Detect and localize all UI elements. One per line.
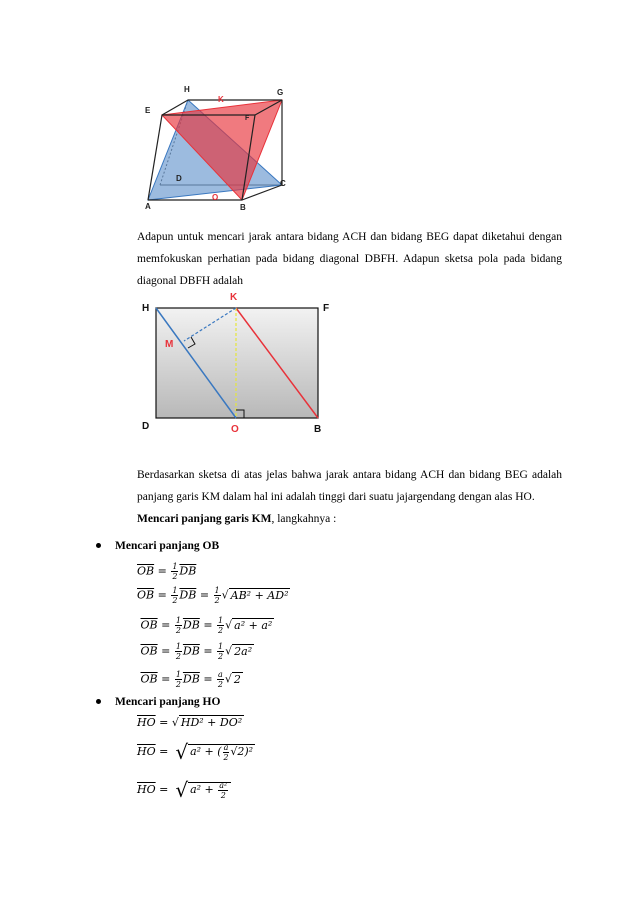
cube-label-e: E [145, 106, 151, 115]
rect-label-h: H [142, 303, 150, 314]
eq-ho-2: $\overline{HO}$ = √ a² + ( $\frac{a}{2}$ √2)² [137, 740, 254, 764]
cube-label-c: C [280, 179, 286, 188]
bullet-1 [96, 540, 219, 552]
paragraph-2: Berdasarkan sketsa di atas jelas bahwa jarak antara bidang ACH dan bidang BEG adalah panjang garis KM dalam hal ini adalah tinggi dari suatu jajargendang dengan alas HO. [137, 469, 562, 503]
bullet-dot [96, 543, 101, 548]
rect-label-m: M [165, 339, 174, 350]
bullet-2-text: Mencari panjang HO [115, 696, 221, 708]
cube-label-b: B [240, 203, 246, 212]
cube-label-k: K [218, 95, 224, 104]
paragraph-3-rest: , langkahnya : [271, 513, 337, 525]
eq-ob-5: $\overline{OB}$ = $\frac{1}{2}$ $\overline{DB}$ = $\frac{a}{2}$ √ 2 [140, 670, 241, 689]
eq-ho-1: $\overline{HO}$ = √ HD² + DO² [137, 716, 243, 729]
cube-figure [140, 80, 300, 215]
eq-ob-3: $\overline{OB}$ = $\frac{1}{2}$ $\overline{DB}$ = $\frac{1}{2}$ √ a² + a² [140, 616, 273, 635]
rect-label-k: K [230, 292, 238, 303]
eq-ob-4: $\overline{OB}$ = $\frac{1}{2}$ $\overline{DB}$ = $\frac{1}{2}$ √ 2a² [140, 642, 253, 661]
rect-label-o: O [231, 424, 239, 435]
rect-label-f: F [323, 303, 330, 314]
eq-ho-3: $\overline{HO}$ = √ a² + $\frac{\text{a²}}{2}$ [137, 778, 231, 802]
bullet-dot [96, 699, 101, 704]
cube-label-o: O [212, 193, 219, 202]
bullet-1-text: Mencari panjang OB [115, 540, 220, 552]
rect-label-b: B [314, 424, 322, 435]
cube-label-d: D [176, 174, 182, 183]
eq-ob-1: $\overline{OB}$ = $\frac{1}{2}$ $\overline{DB}$ [137, 562, 197, 581]
bullet-2 [96, 696, 220, 708]
cube-label-h: H [184, 85, 190, 94]
cube-label-a: A [145, 202, 151, 211]
eq-ob-2: $\overline{OB}$ = $\frac{1}{2}$ $\overline{DB}$ = $\frac{1}{2}$ √ AB² + AD² [137, 586, 289, 605]
diagonal-plane-figure [138, 286, 338, 436]
cube-label-f: F [245, 115, 250, 122]
rect-label-d: D [142, 421, 150, 432]
paragraph-3-bold: Mencari panjang garis KM [137, 513, 272, 525]
cube-label-g: G [277, 88, 284, 97]
paragraph-1: Adapun untuk mencari jarak antara bidang ACH dan bidang BEG dapat diketahui dengan memfokuskan perhatian pada bidang diagonal DBFH. Adapun sketsa pola pada bidang diagonal DBFH adalah [137, 231, 562, 287]
paragraph-3 [137, 508, 562, 530]
